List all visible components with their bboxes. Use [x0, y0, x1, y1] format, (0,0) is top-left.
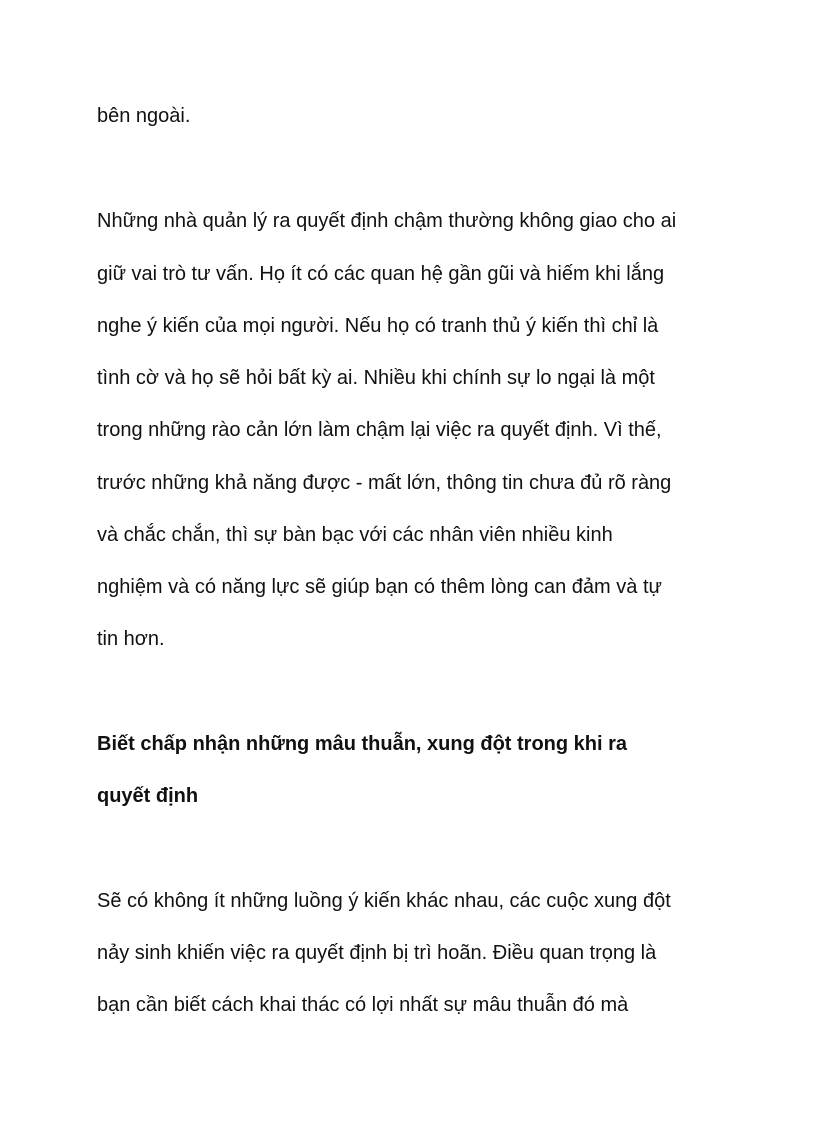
paragraph-line: nghe ý kiến của mọi người. Nếu họ có tranh thủ ý kiến thì chỉ là: [97, 315, 659, 337]
paragraph-line: tin hơn.: [97, 628, 165, 650]
paragraph-line: giữ vai trò tư vấn. Họ ít có các quan hệ gần gũi và hiếm khi lắng: [97, 263, 665, 285]
paragraph-line: nảy sinh khiến việc ra quyết định bị trì hoãn. Điều quan trọng là: [97, 942, 657, 964]
paragraph-line: tình cờ và họ sẽ hỏi bất kỳ ai. Nhiều khi chính sự lo ngại là một: [97, 367, 655, 389]
paragraph-line: bạn cần biết cách khai thác có lợi nhất sự mâu thuẫn đó mà: [97, 994, 629, 1016]
paragraph-line: nghiệm và có năng lực sẽ giúp bạn có thêm lòng can đảm và tự: [97, 576, 662, 598]
paragraph-line: Sẽ có không ít những luồng ý kiến khác nhau, các cuộc xung đột: [97, 890, 671, 912]
heading-line: quyết định: [97, 785, 199, 807]
paragraph-line: trong những rào cản lớn làm chậm lại việc ra quyết định. Vì thế,: [97, 419, 662, 441]
paragraph-line: trước những khả năng được - mất lớn, thông tin chưa đủ rõ ràng: [97, 472, 672, 494]
paragraph-line: và chắc chắn, thì sự bàn bạc với các nhân viên nhiều kinh: [97, 524, 613, 546]
heading-line: Biết chấp nhận những mâu thuẫn, xung đột trong khi ra: [97, 733, 628, 755]
paragraph-intro-end-line: bên ngoài.: [97, 105, 191, 127]
paragraph-line: Những nhà quản lý ra quyết định chậm thường không giao cho ai: [97, 210, 677, 232]
